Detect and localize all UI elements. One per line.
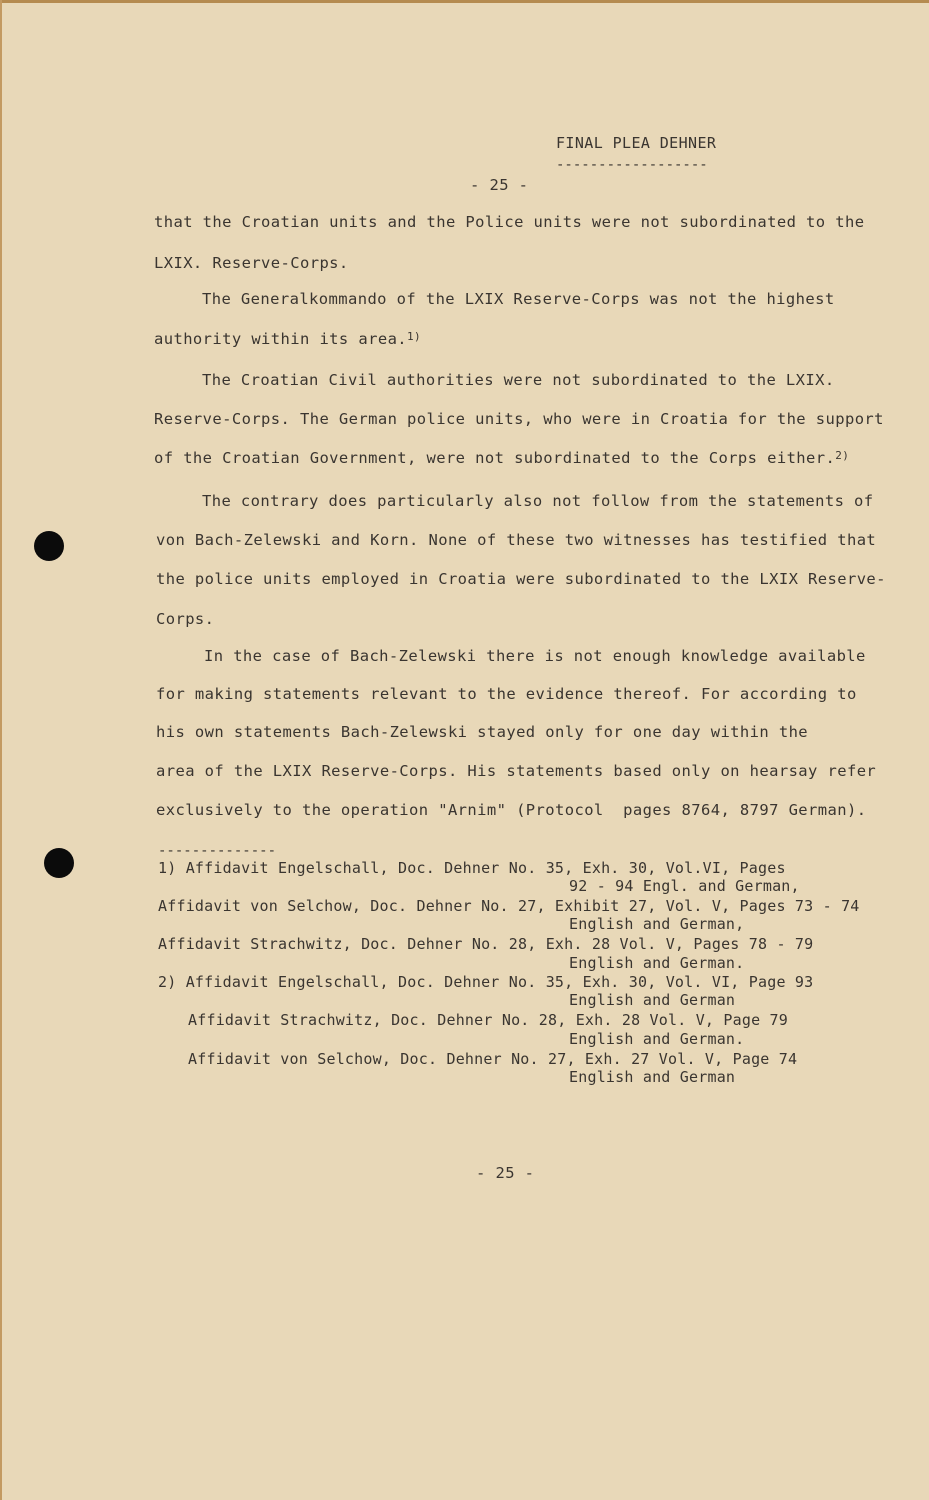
footnote-line: English and German	[569, 991, 736, 1009]
footnote-separator: --------------	[158, 843, 277, 859]
punch-hole-upper	[34, 531, 64, 561]
document-header-title: FINAL PLEA DEHNER	[556, 134, 717, 152]
footnote-line: 2) Affidavit Engelschall, Doc. Dehner No. 35, Exh. 30, Vol. VI, Page 93	[158, 973, 814, 991]
body-line: Reserve-Corps. The German police units, who were in Croatia for the support	[154, 410, 884, 428]
footnote-line: Affidavit von Selchow, Doc. Dehner No. 27, Exhibit 27, Vol. V, Pages 73 - 74	[158, 897, 860, 915]
body-line: The Generalkommando of the LXIX Reserve-Corps was not the highest	[202, 290, 835, 308]
footnote-ref-1: 1)	[407, 330, 422, 343]
punch-hole-lower	[44, 848, 74, 878]
body-line: In the case of Bach-Zelewski there is not enough knowledge available	[204, 647, 866, 665]
body-line: the police units employed in Croatia were subordinated to the LXIX Reserve-	[156, 570, 886, 588]
page-number-bottom: - 25 -	[476, 1164, 535, 1182]
body-line: von Bach-Zelewski and Korn. None of these two witnesses has testified that	[156, 531, 877, 549]
footnote-line: English and German.	[569, 954, 745, 972]
body-line: his own statements Bach-Zelewski stayed only for one day within the	[156, 723, 809, 741]
footnote-line: 92 - 94 Engl. and German,	[569, 877, 800, 895]
body-line: that the Croatian units and the Police units were not subordinated to the	[154, 213, 865, 231]
body-line: The Croatian Civil authorities were not subordinated to the LXIX.	[202, 371, 835, 389]
page-edge-top	[0, 0, 929, 3]
footnote-line: English and German,	[569, 915, 745, 933]
footnote-line: Affidavit Strachwitz, Doc. Dehner No. 28, Exh. 28 Vol. V, Pages 78 - 79	[158, 935, 814, 953]
body-line: The contrary does particularly also not follow from the statements of	[202, 492, 874, 510]
body-line: area of the LXIX Reserve-Corps. His statements based only on hearsay refer	[156, 762, 877, 780]
footnote-line: Affidavit von Selchow, Doc. Dehner No. 27, Exh. 27 Vol. V, Page 74	[188, 1050, 798, 1068]
page-number-top: - 25 -	[470, 176, 529, 194]
body-line: Corps.	[156, 610, 215, 628]
body-line: exclusively to the operation "Arnim" (Protocol pages 8764, 8797 German).	[156, 801, 867, 819]
footnote-line: English and German.	[569, 1030, 745, 1048]
body-line: LXIX. Reserve-Corps.	[154, 254, 349, 272]
body-line: for making statements relevant to the evidence thereof. For according to	[156, 685, 857, 703]
footnote-line: English and German	[569, 1068, 736, 1086]
header-underline: ------------------	[556, 157, 708, 173]
page-edge-left	[0, 0, 2, 1500]
footnote-line: 1) Affidavit Engelschall, Doc. Dehner No. 35, Exh. 30, Vol.VI, Pages	[158, 859, 786, 877]
body-line: authority within its area.$^{1)}$	[154, 330, 422, 348]
body-line: of the Croatian Government, were not subordinated to the Corps either.$^{2)}$	[154, 449, 850, 467]
footnote-line: Affidavit Strachwitz, Doc. Dehner No. 28, Exh. 28 Vol. V, Page 79	[188, 1011, 788, 1029]
footnote-ref-2: 2)	[835, 449, 850, 462]
